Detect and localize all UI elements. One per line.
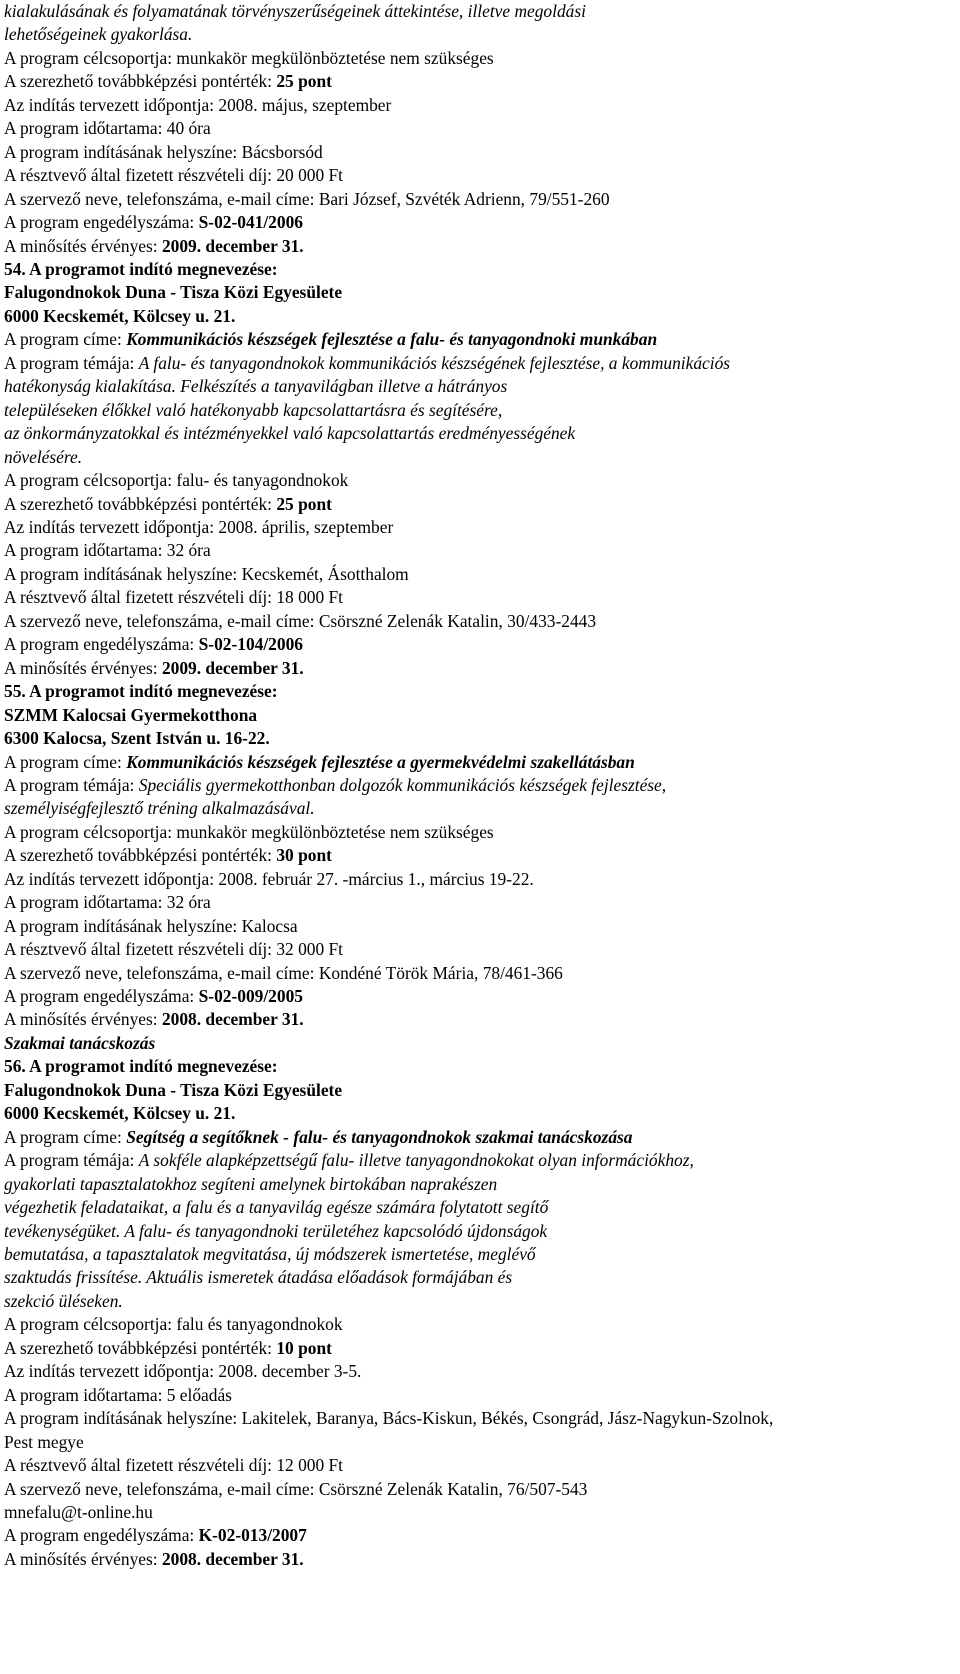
- emphasized-text: 30 pont: [276, 845, 332, 866]
- text-segment: A program indításának helyszíne: Bácsborsód: [4, 141, 323, 162]
- text-segment: A program időtartama: 32 óra: [4, 540, 211, 561]
- text-segment: A program célcsoportja: falu- és tanyagondnokok: [4, 470, 349, 491]
- text-segment: A program célcsoportja: falu és tanyagondnokok: [4, 1314, 343, 1335]
- text-line: [4, 1501, 954, 1524]
- text-segment: A minősítés érvényes:: [4, 657, 162, 678]
- text-segment: Az indítás tervezett időpontja: 2008. május, szeptember: [4, 94, 392, 115]
- text-segment: A program engedélyszáma:: [4, 212, 199, 233]
- text-line: [4, 962, 954, 985]
- text-line: [4, 1313, 954, 1336]
- text-segment: A program célcsoportja: munkakör megkülönböztetése nem szükséges: [4, 47, 494, 68]
- text-line: [4, 258, 954, 281]
- text-line: [4, 1102, 954, 1125]
- emphasized-text: S-02-041/2006: [198, 212, 303, 233]
- text-line: [4, 422, 954, 445]
- text-line: [4, 844, 954, 867]
- text-line: [4, 446, 954, 469]
- text-segment: A program indításának helyszíne: Kalocsa: [4, 915, 298, 936]
- text-segment: A minősítés érvényes:: [4, 235, 162, 256]
- emphasized-text: Falugondnokok Duna - Tisza Közi Egyesülete: [4, 1079, 343, 1100]
- text-line: [4, 727, 954, 750]
- text-segment: A program témája:: [4, 1150, 139, 1171]
- emphasized-text: SZMM Kalocsai Gyermekotthona: [4, 704, 258, 725]
- text-line: [4, 1008, 954, 1031]
- emphasized-text: gyakorlati tapasztalatokhoz segíteni amelynek birtokában naprakészen: [4, 1173, 498, 1194]
- text-segment: A résztvevő által fizetett részvételi díj: 20 000 Ft: [4, 165, 344, 186]
- emphasized-text: Segítség a segítőknek - falu- és tanyagondnokok szakmai tanácskozása: [126, 1126, 633, 1147]
- emphasized-text: 55. A programot indító megnevezése:: [4, 681, 278, 702]
- emphasized-text: 54. A programot indító megnevezése:: [4, 258, 278, 279]
- text-segment: A program időtartama: 5 előadás: [4, 1384, 232, 1405]
- text-line: [4, 1266, 954, 1289]
- text-segment: A program engedélyszáma:: [4, 634, 199, 655]
- text-segment: A szervező neve, telefonszáma, e-mail címe: Csörszné Zelenák Katalin, 30/433-2443: [4, 610, 597, 631]
- text-segment: A program témája:: [4, 352, 139, 373]
- emphasized-text: S-02-104/2006: [198, 634, 303, 655]
- text-line: [4, 1478, 954, 1501]
- text-segment: A minősítés érvényes:: [4, 1548, 162, 1569]
- emphasized-text: szaktudás frissítése. Aktuális ismeretek átadása előadások formájában és: [4, 1267, 513, 1288]
- emphasized-text: lehetőségeinek gyakorlása.: [4, 24, 193, 45]
- text-segment: A szerezhető továbbképzési pontérték:: [4, 71, 277, 92]
- text-segment: A szerezhető továbbképzési pontérték:: [4, 1337, 277, 1358]
- emphasized-text: az önkormányzatokkal és intézményekkel való kapcsolattartás eredményességének: [4, 423, 576, 444]
- text-segment: A program engedélyszáma:: [4, 986, 199, 1007]
- emphasized-text: tevékenységüket. A falu- és tanyagondnoki területéhez kapcsolódó újdonságok: [4, 1220, 548, 1241]
- text-line: [4, 469, 954, 492]
- text-segment: A szervező neve, telefonszáma, e-mail címe: Kondéné Török Mária, 78/461-366: [4, 962, 563, 983]
- emphasized-text: 6300 Kalocsa, Szent István u. 16-22.: [4, 728, 270, 749]
- text-line: [4, 1173, 954, 1196]
- text-segment: A résztvevő által fizetett részvételi díj: 18 000 Ft: [4, 587, 344, 608]
- text-segment: A program címe:: [4, 329, 127, 350]
- text-segment: A szerezhető továbbképzési pontérték:: [4, 845, 277, 866]
- text-line: [4, 586, 954, 609]
- text-line: [4, 1360, 954, 1383]
- text-line: [4, 70, 954, 93]
- text-segment: A program témája:: [4, 774, 139, 795]
- emphasized-text: növelésére.: [4, 446, 83, 467]
- text-line: [4, 1196, 954, 1219]
- text-line: [4, 751, 954, 774]
- emphasized-text: 2009. december 31.: [161, 657, 304, 678]
- emphasized-text: bemutatása, a tapasztalatok megvitatása, új módszerek ismertetése, meglévő: [4, 1244, 536, 1265]
- text-line: [4, 493, 954, 516]
- text-line: [4, 23, 954, 46]
- emphasized-text: Falugondnokok Duna - Tisza Közi Egyesülete: [4, 282, 343, 303]
- emphasized-text: 6000 Kecskemét, Kölcsey u. 21.: [4, 305, 236, 326]
- text-line: [4, 704, 954, 727]
- text-line: [4, 0, 954, 23]
- emphasized-text: 25 pont: [276, 71, 332, 92]
- emphasized-text: szekció üléseken.: [4, 1290, 123, 1311]
- emphasized-text: A falu- és tanyagondnokok kommunikációs készségének fejlesztése, a kommunikációs: [138, 352, 731, 373]
- text-segment: A résztvevő által fizetett részvételi díj: 32 000 Ft: [4, 939, 344, 960]
- text-line: [4, 657, 954, 680]
- text-line: [4, 1220, 954, 1243]
- emphasized-text: végezhetik feladataikat, a falu és a tanyavilág egésze számára folytatott segítő: [4, 1197, 549, 1218]
- emphasized-text: 2008. december 31.: [161, 1548, 304, 1569]
- text-line: [4, 281, 954, 304]
- text-segment: Pest megye: [4, 1431, 84, 1452]
- text-line: [4, 821, 954, 844]
- text-line: [4, 1337, 954, 1360]
- text-line: [4, 1548, 954, 1571]
- text-line: [4, 868, 954, 891]
- text-segment: A program időtartama: 40 óra: [4, 118, 211, 139]
- text-line: [4, 985, 954, 1008]
- text-line: [4, 516, 954, 539]
- text-line: [4, 305, 954, 328]
- text-line: [4, 774, 954, 797]
- emphasized-text: 25 pont: [276, 493, 332, 514]
- text-segment: A minősítés érvényes:: [4, 1009, 162, 1030]
- text-line: [4, 1524, 954, 1547]
- text-line: [4, 399, 954, 422]
- text-segment: A szervező neve, telefonszáma, e-mail címe: Bari József, Szvéték Adrienn, 79/551-260: [4, 188, 610, 209]
- text-line: [4, 117, 954, 140]
- emphasized-text: 2009. december 31.: [161, 235, 304, 256]
- text-line: [4, 563, 954, 586]
- emphasized-text: 10 pont: [276, 1337, 332, 1358]
- text-segment: mnefalu@t-online.hu: [4, 1502, 153, 1522]
- emphasized-text: 6000 Kecskemét, Kölcsey u. 21.: [4, 1103, 236, 1124]
- emphasized-text: Speciális gyermekotthonban dolgozók kommunikációs készségek fejlesztése,: [138, 774, 667, 795]
- text-line: [4, 1407, 954, 1430]
- text-line: [4, 1290, 954, 1313]
- emphasized-text: Szakmai tanácskozás: [4, 1032, 156, 1053]
- text-line: [4, 47, 954, 70]
- text-line: [4, 938, 954, 961]
- text-line: [4, 610, 954, 633]
- text-line: [4, 891, 954, 914]
- text-line: [4, 1384, 954, 1407]
- emphasized-text: Kommunikációs készségek fejlesztése a falu- és tanyagondnoki munkában: [126, 329, 658, 350]
- text-segment: A program engedélyszáma:: [4, 1525, 199, 1546]
- text-line: [4, 94, 954, 117]
- text-segment: A program célcsoportja: munkakör megkülönböztetése nem szükséges: [4, 821, 494, 842]
- emphasized-text: hatékonyság kialakítása. Felkészítés a tanyavilágban illetve a hátrányos: [4, 376, 508, 397]
- text-segment: A program időtartama: 32 óra: [4, 892, 211, 913]
- text-line: [4, 1079, 954, 1102]
- text-segment: Az indítás tervezett időpontja: 2008. április, szeptember: [4, 516, 394, 537]
- text-line: [4, 539, 954, 562]
- text-segment: A résztvevő által fizetett részvételi díj: 12 000 Ft: [4, 1455, 344, 1476]
- emphasized-text: 56. A programot indító megnevezése:: [4, 1056, 278, 1077]
- emphasized-text: településeken élőkkel való hatékonyabb kapcsolattartásra és segítésére,: [4, 399, 503, 420]
- text-segment: A szerezhető továbbképzési pontérték:: [4, 493, 277, 514]
- text-line: [4, 235, 954, 258]
- text-segment: A program címe:: [4, 1126, 127, 1147]
- text-line: [4, 1431, 954, 1454]
- emphasized-text: S-02-009/2005: [198, 986, 303, 1007]
- text-line: [4, 1055, 954, 1078]
- text-segment: A program indításának helyszíne: Lakitelek, Baranya, Bács-Kiskun, Békés, Csongrád, Jász-Nagykun-Szolnok,: [4, 1408, 774, 1429]
- text-line: [4, 188, 954, 211]
- text-line: [4, 1149, 954, 1172]
- text-line: [4, 164, 954, 187]
- text-segment: Az indítás tervezett időpontja: 2008. február 27. -március 1., március 19-22.: [4, 868, 534, 889]
- text-line: [4, 211, 954, 234]
- emphasized-text: személyiségfejlesztő tréning alkalmazásával.: [4, 798, 315, 819]
- text-line: [4, 1126, 954, 1149]
- text-line: [4, 328, 954, 351]
- emphasized-text: 2008. december 31.: [161, 1009, 304, 1030]
- emphasized-text: K-02-013/2007: [198, 1525, 307, 1546]
- text-segment: A program címe:: [4, 751, 127, 772]
- emphasized-text: Kommunikációs készségek fejlesztése a gyermekvédelmi szakellátásban: [126, 751, 635, 772]
- text-line: [4, 915, 954, 938]
- text-line: [4, 375, 954, 398]
- text-segment: A szervező neve, telefonszáma, e-mail címe: Csörszné Zelenák Katalin, 76/507-543: [4, 1478, 588, 1499]
- text-line: [4, 797, 954, 820]
- text-line: [4, 633, 954, 656]
- emphasized-text: A sokféle alapképzettségű falu- illetve tanyagondnokokat olyan információkhoz,: [138, 1150, 694, 1171]
- text-line: [4, 1032, 954, 1055]
- text-line: [4, 141, 954, 164]
- text-segment: Az indítás tervezett időpontja: 2008. december 3-5.: [4, 1361, 362, 1382]
- emphasized-text: kialakulásának és folyamatának törvényszerűségeinek áttekintése, illetve megoldási: [4, 1, 586, 21]
- text-segment: A program indításának helyszíne: Kecskemét, Ásotthalom: [4, 563, 409, 584]
- text-line: [4, 1243, 954, 1266]
- text-line: [4, 352, 954, 375]
- text-line: [4, 680, 954, 703]
- text-line: [4, 1454, 954, 1477]
